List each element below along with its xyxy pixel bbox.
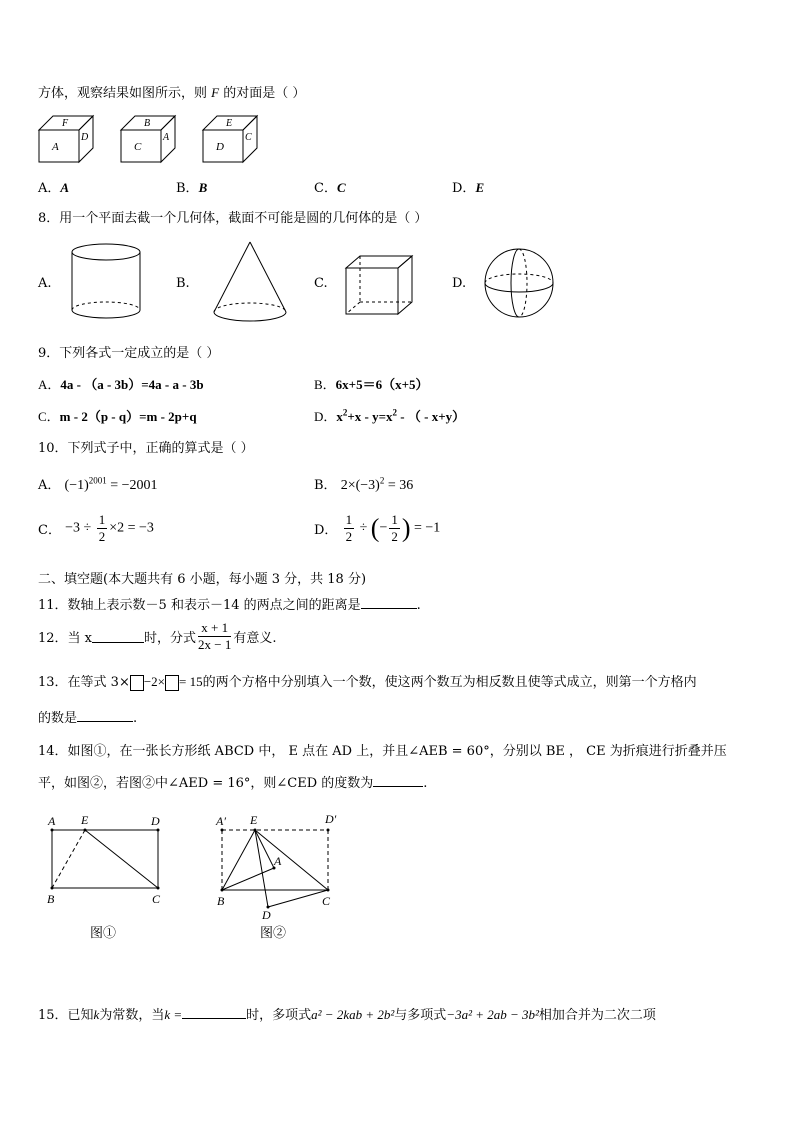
q10-option-a-exp: 2001 <box>88 475 107 486</box>
q7-cubes-figure <box>36 110 296 165</box>
cone-figure <box>208 238 298 328</box>
fig2-label-c: C <box>322 894 331 908</box>
q10-option-a-label: A． <box>38 478 61 493</box>
q15-k2: k = <box>164 1007 183 1022</box>
cube-3-top: E <box>226 118 233 129</box>
q7-option-d-label: D． <box>452 181 476 196</box>
q10-option-b <box>314 474 413 494</box>
q8-label-b: B. <box>176 276 190 291</box>
q10-option-d-num1: 1 <box>345 512 353 527</box>
q15-polynomial-1: a² − 2kab + 2b² <box>311 1007 395 1022</box>
q15-tail: 相加合并为二次二项 <box>538 1008 656 1023</box>
q9-option-b-value: 6x+5＝6（x+5） <box>335 377 429 392</box>
q9-option-d <box>314 406 465 425</box>
q9-option-b <box>314 374 429 393</box>
q10-option-b-pre: 2×(−3) <box>340 478 380 493</box>
q7-option-b-value: B <box>198 180 208 195</box>
q13-mid: −2× <box>143 674 166 689</box>
fig2-label-e: E <box>250 813 258 827</box>
q14-line2-end: . <box>423 776 428 791</box>
fig2-caption: 图② <box>260 925 287 940</box>
q9-stem: 9．下列各式一定成立的是（ ） <box>38 346 220 361</box>
q14-line1: 14．如图①，在一张长方形纸 ABCD 中， E 点在 AD 上，并且∠AEB = 60°，分别以 BE ， CE 为折痕进行折叠并压 <box>38 744 727 759</box>
cube-1-front: A <box>52 141 59 153</box>
q10-option-a-rest: = −2001 <box>106 478 158 493</box>
q9-option-d-post: - （ - x+y） <box>397 409 466 424</box>
fig1-label-c: C <box>152 892 161 906</box>
q13-pre: 13．在等式 3× <box>38 675 130 690</box>
q14-line2 <box>38 772 427 791</box>
q7-option-a-label: A． <box>38 181 61 196</box>
q10-option-d: D． $\frac{1}{2}$ ÷ (− $\frac{1}{2}$ ) = −1 <box>314 512 441 544</box>
q10-option-d-fraction2 <box>389 512 400 545</box>
q9-option-c <box>38 406 197 425</box>
q10-option-c-pre: −3 ÷ <box>65 520 95 536</box>
q11 <box>38 594 421 613</box>
q12-blank[interactable] <box>92 630 144 643</box>
q10-option-b-exp: 2 <box>379 475 385 486</box>
fig2-label-d-prime: D′ <box>325 812 337 826</box>
cube-2-top: B <box>144 118 151 129</box>
q12 <box>38 620 277 653</box>
q15 <box>38 1004 656 1023</box>
q10-option-d-den1: 2 <box>345 529 353 544</box>
q10-option-d-num2: 1 <box>391 512 398 527</box>
q14-figure-1 <box>40 810 180 945</box>
q12-pre: 12．当 x <box>38 631 93 646</box>
q10-stem: 10．下列式子中，正确的算式是（ ） <box>38 441 254 456</box>
q11-post: . <box>416 598 421 613</box>
fig1-label-b: B <box>47 892 55 906</box>
q7-stem <box>38 82 305 101</box>
q7-var: F <box>211 85 220 100</box>
q7-option-b <box>176 177 207 196</box>
q9-option-d-sup2: 2 <box>392 407 398 418</box>
cube-3-right: C <box>245 132 252 143</box>
q10-option-c-num: 1 <box>98 512 106 527</box>
q7-stem-text: 方体，观察结果如图所示，则 <box>38 86 208 101</box>
cube-2-front: C <box>134 141 142 153</box>
fig1-label-d: D <box>151 814 160 828</box>
q13-end: . <box>133 711 138 726</box>
q15-blank[interactable] <box>182 1006 246 1019</box>
cube-1-right: D <box>81 132 89 143</box>
q14-line2-text: 平，如图②，若图②中∠AED = 16°，则∠CED 的度数为 <box>38 776 374 791</box>
q12-fraction <box>198 620 231 653</box>
q9-option-c-value: m - 2（p - q）=m - 2p+q <box>59 409 197 424</box>
q15-pre: 15．已知 <box>38 1008 94 1023</box>
q10-option-c-rest: ×2 = −3 <box>109 520 154 536</box>
q8-label-c: C. <box>314 276 328 291</box>
q7-option-a <box>38 177 69 196</box>
q13-blank[interactable] <box>77 709 133 722</box>
fig2-label-d: D <box>262 908 271 922</box>
q13-eq: = 15 <box>179 674 203 689</box>
q12-den: 2x − 1 <box>198 637 232 652</box>
fig1-label-a: A <box>48 814 56 828</box>
q15-mid2: 时，多项式 <box>246 1008 312 1023</box>
q13-line2 <box>38 707 137 726</box>
fig1-caption: 图① <box>90 925 117 940</box>
q13-line2-text: 的数是 <box>38 711 78 726</box>
cube-3-front: D <box>216 141 224 153</box>
q12-mid: 时，分式 <box>144 631 197 646</box>
q10-option-c <box>38 512 154 545</box>
q10-option-a-base: (−1) <box>64 478 89 493</box>
q15-polynomial-2: −3a² + 2ab − 3b² <box>446 1007 539 1022</box>
sphere-figure <box>482 246 558 322</box>
q9-option-d-sup1: 2 <box>342 407 348 418</box>
cube-1 <box>39 116 93 162</box>
q9-option-d-pre: x <box>336 409 343 424</box>
q7-option-d-value: E <box>475 180 485 195</box>
q7-option-c <box>314 177 346 196</box>
cylinder-figure <box>68 240 148 325</box>
q8-stem: 8．用一个平面去截一个几何体，截面不可能是圆的几何体的是（ ） <box>38 211 428 226</box>
fig1-label-e: E <box>81 813 89 827</box>
q8-label-d: D. <box>452 276 467 291</box>
fig2-label-a-prime: A′ <box>216 814 226 828</box>
q13-line1 <box>38 671 697 691</box>
q14-blank[interactable] <box>373 774 423 787</box>
q7-stem-tail: 的对面是（ ） <box>223 86 306 101</box>
section-2-heading: 二、填空题(本大题共有 6 小题，每小题 3 分，共 18 分) <box>38 572 367 587</box>
q10-option-b-rest: = 36 <box>384 478 414 493</box>
cube-3 <box>203 116 257 162</box>
q9-option-a-label: A． <box>38 377 61 392</box>
cube-1-top: F <box>62 118 69 129</box>
q11-blank[interactable] <box>361 596 417 609</box>
q15-mid1: 为常数，当 <box>99 1008 165 1023</box>
q10-option-d-label: D． <box>314 523 338 538</box>
q9-option-a <box>38 374 204 393</box>
q10-option-d-rest: = −1 <box>410 520 441 536</box>
cube-2-right: A <box>163 132 170 143</box>
q9-option-d-label: D． <box>314 409 337 424</box>
q11-text: 11．数轴上表示数－5 和表示－14 的两点之间的距离是 <box>38 598 361 613</box>
q10-option-d-fraction1 <box>344 512 355 545</box>
q10-option-c-label: C． <box>38 523 61 538</box>
q12-post: 有意义. <box>233 631 277 646</box>
q7-option-a-value: A <box>60 180 70 195</box>
cube-figure <box>343 252 423 322</box>
q9-option-c-label: C． <box>38 409 60 424</box>
q13-tail: 的两个方格中分别填入一个数，使这两个数互为相反数且使等式成立，则第一个方格内 <box>202 675 697 690</box>
q12-num: x + 1 <box>198 620 231 637</box>
q15-mid3: 与多项式 <box>394 1008 447 1023</box>
q15-k: k <box>93 1007 100 1022</box>
q8-label-a: A. <box>38 276 52 291</box>
q9-option-d-mid: +x - y=x <box>347 409 393 424</box>
fig2-label-b: B <box>217 894 225 908</box>
q10-option-d-mid: ÷ <box>356 520 371 536</box>
q10-option-d-den2: 2 <box>391 529 398 544</box>
q7-option-b-label: B． <box>176 181 199 196</box>
q10-option-c-den: 2 <box>98 529 106 544</box>
q7-option-c-value: C <box>336 180 346 195</box>
q14-figure-2 <box>210 806 360 945</box>
q13-box-1[interactable] <box>130 675 144 691</box>
q13-box-2[interactable] <box>165 675 179 691</box>
q9-option-b-label: B． <box>314 377 336 392</box>
q7-option-c-label: C． <box>314 181 337 196</box>
q10-option-b-label: B． <box>314 478 337 493</box>
q7-option-d <box>452 177 484 196</box>
fig2-label-a: A <box>274 854 282 868</box>
q10-option-a <box>38 474 158 494</box>
q10-option-c-fraction <box>97 512 108 545</box>
cube-2 <box>121 116 175 162</box>
q9-option-a-value: 4a - （a - 3b）=4a - a - 3b <box>60 377 204 392</box>
